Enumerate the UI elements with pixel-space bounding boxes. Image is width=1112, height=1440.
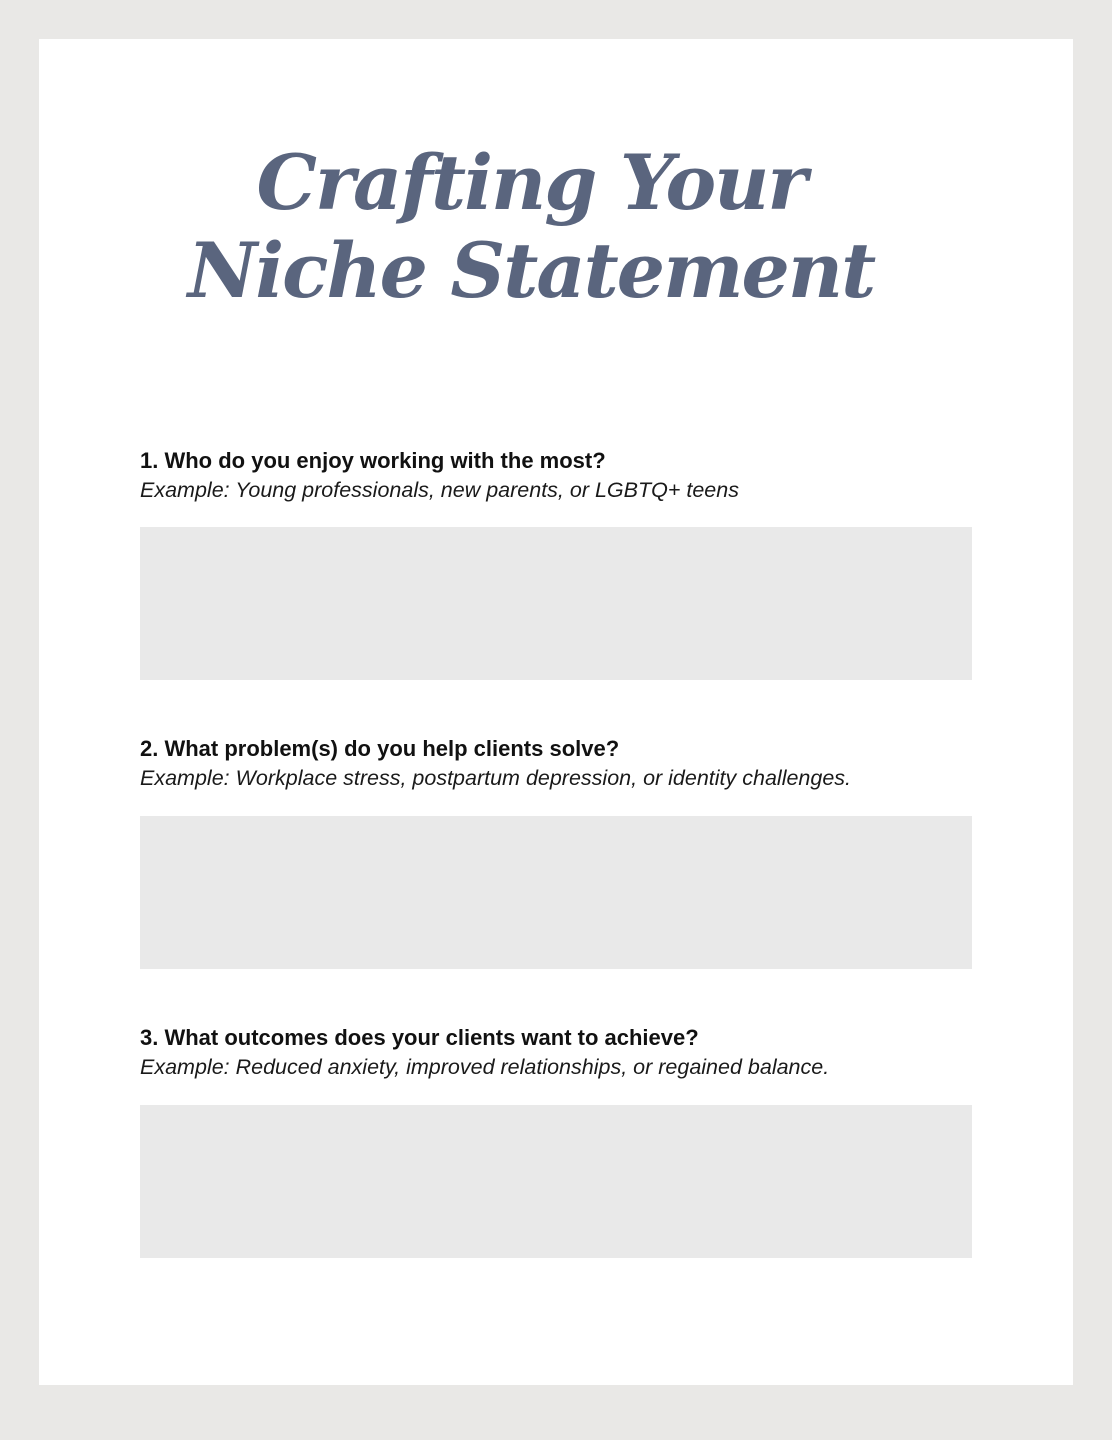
question-2-example: Example: Workplace stress, postpartum depression, or identity challenges. xyxy=(140,766,852,790)
page-title xyxy=(39,139,1073,315)
question-3 xyxy=(140,1024,972,1082)
question-1-example: Example: Young professionals, new parents, or LGBTQ+ teens xyxy=(140,478,739,502)
question-2 xyxy=(140,735,972,793)
answer-box-3[interactable] xyxy=(140,1105,972,1258)
worksheet-page xyxy=(39,39,1073,1385)
question-1 xyxy=(140,447,972,505)
question-1-label: 1. Who do you enjoy working with the most? xyxy=(140,448,606,473)
question-2-label: 2. What problem(s) do you help clients solve? xyxy=(140,736,620,761)
answer-box-2[interactable] xyxy=(140,816,972,969)
question-3-label: 3. What outcomes does your clients want to achieve? xyxy=(140,1025,699,1050)
title-line-2: Niche Statement xyxy=(187,226,875,315)
answer-box-1[interactable] xyxy=(140,527,972,680)
question-3-example: Example: Reduced anxiety, improved relationships, or regained balance. xyxy=(140,1055,830,1079)
title-line-1: Crafting Your xyxy=(256,138,806,227)
